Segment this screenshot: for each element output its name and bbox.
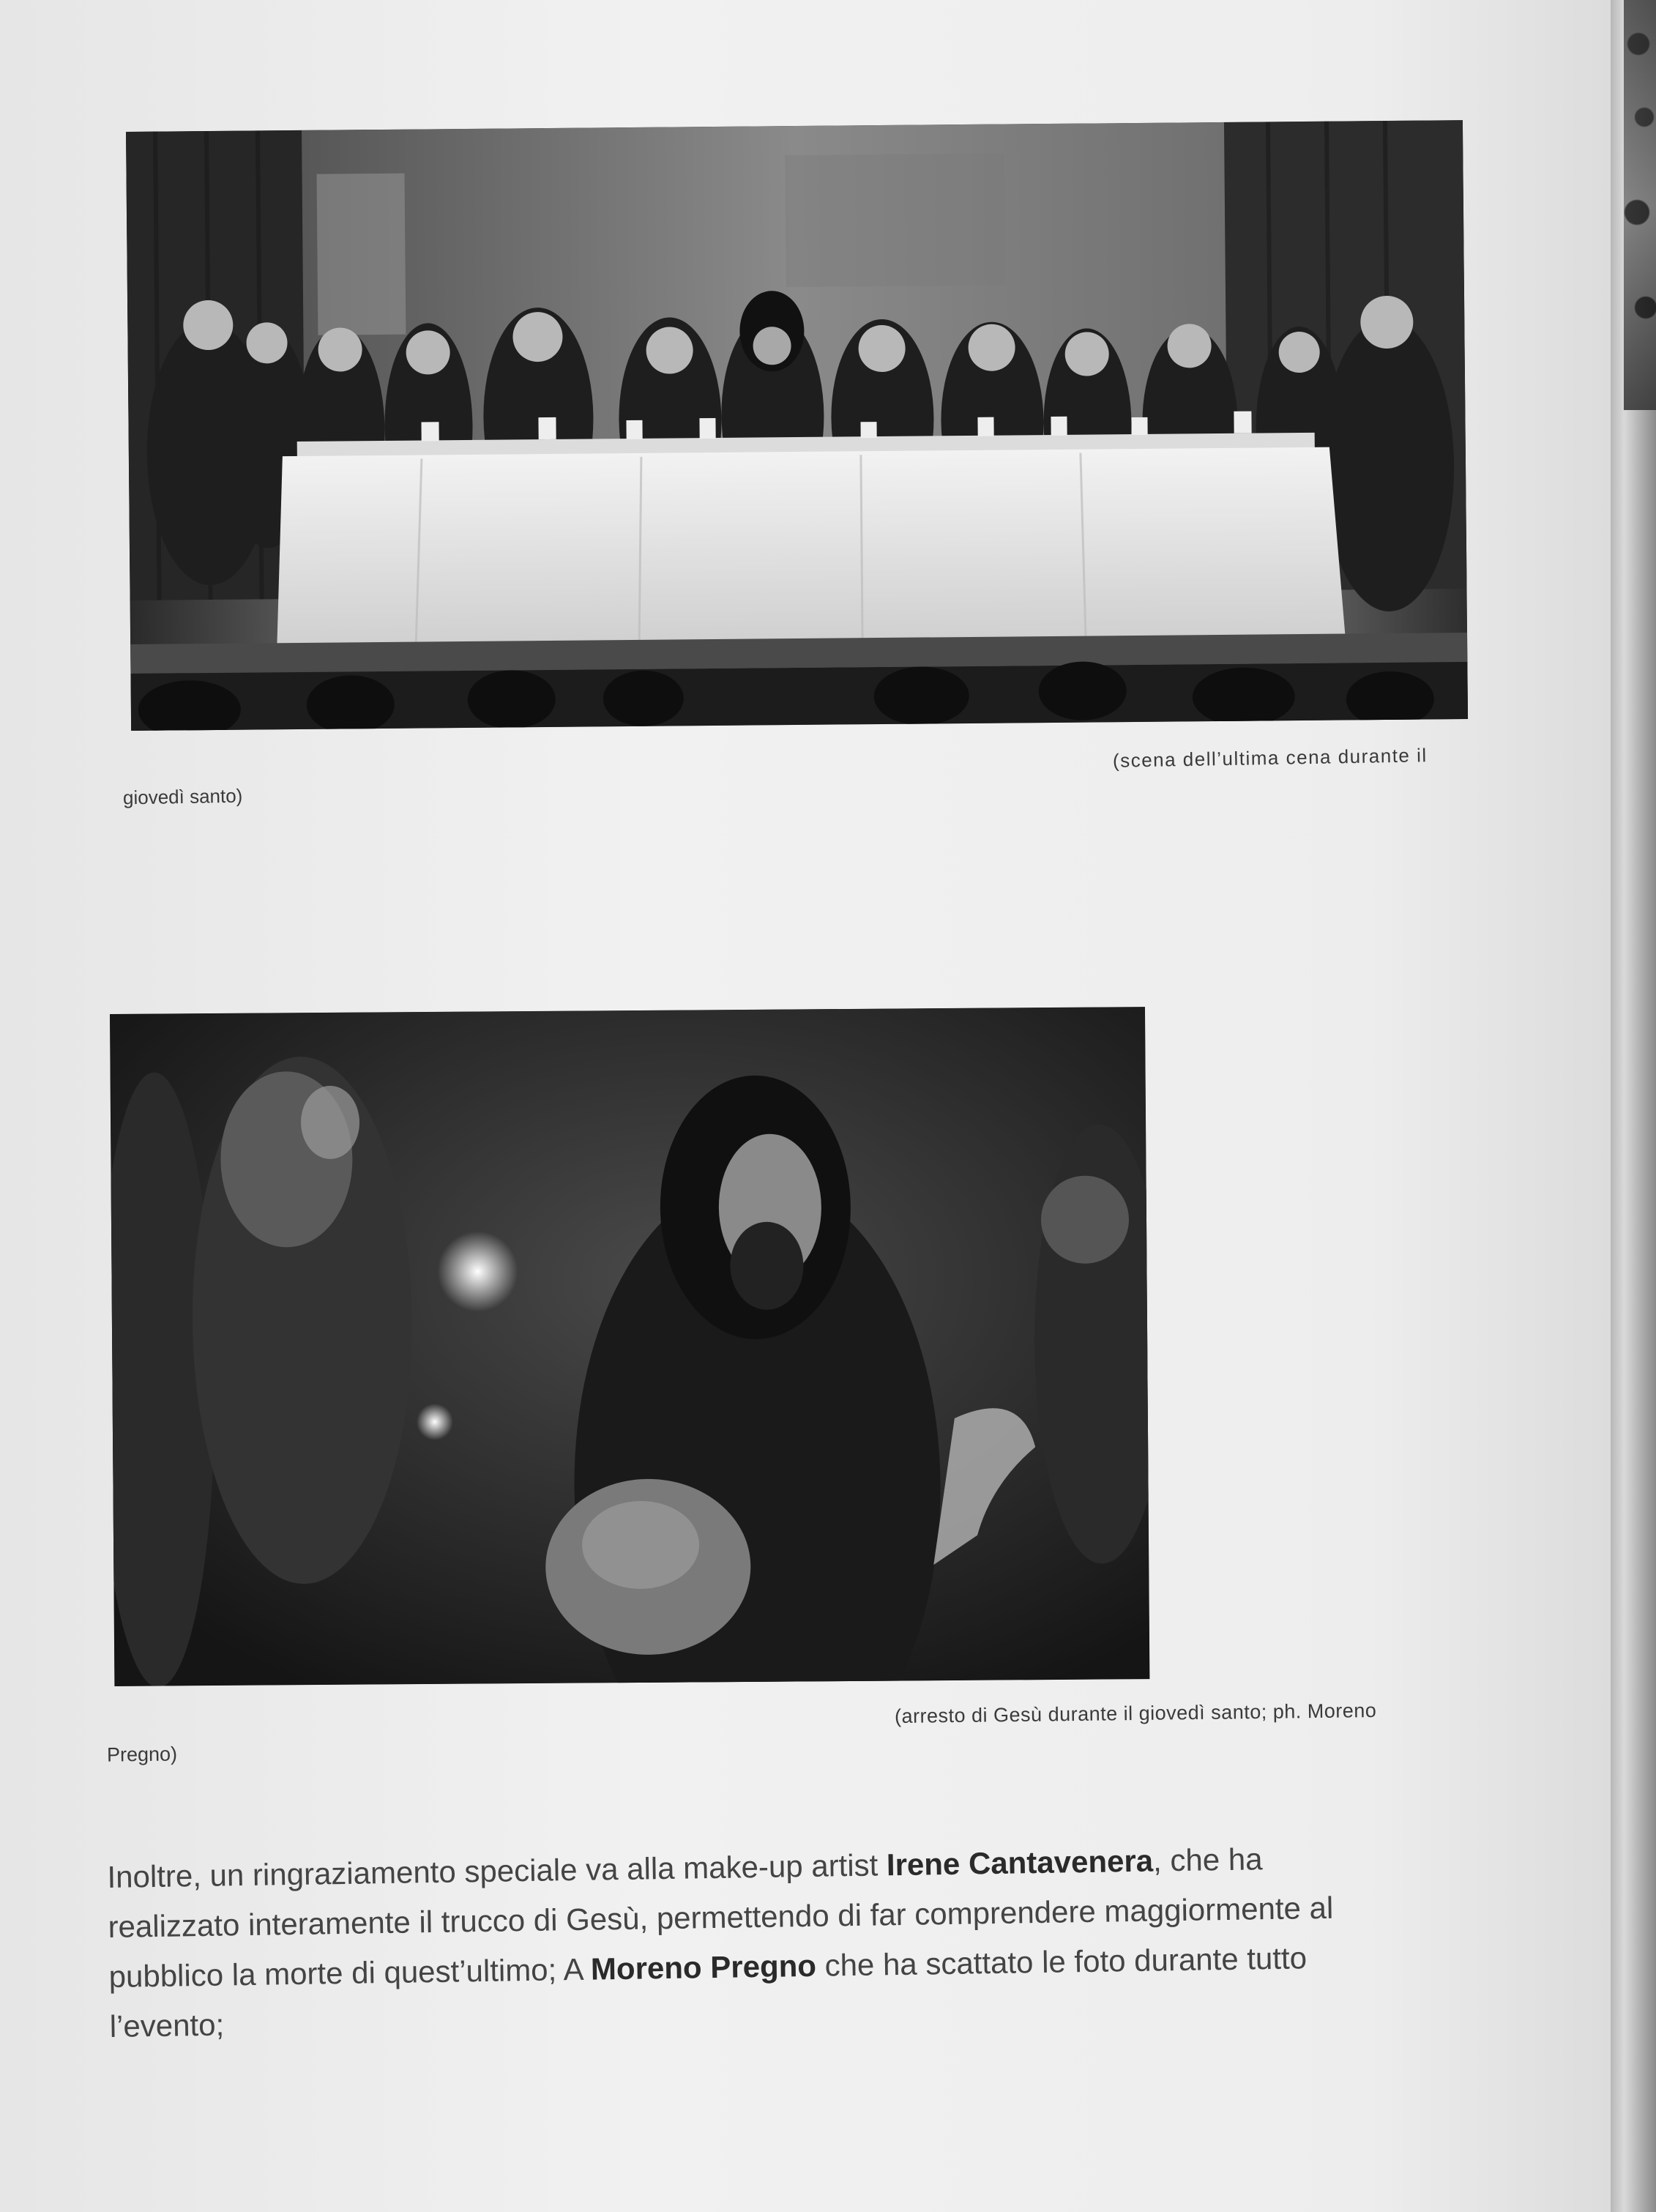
name-irene-cantavenera: Irene Cantavenera (886, 1843, 1154, 1883)
photo-last-supper-image (126, 120, 1468, 731)
decorative-pattern (1624, 0, 1656, 410)
text-segment: che ha scattato le foto durante tutto (816, 1940, 1308, 1983)
acknowledgement-paragraph (107, 1830, 1567, 2052)
photo-arrest-image (110, 1007, 1149, 1686)
photo-arrest (110, 1007, 1149, 1686)
caption-arrest-line2: Pregno) (106, 1743, 178, 1766)
caption-arrest-line1: (arresto di Gesù durante il giovedì santo; ph. Moreno (894, 1699, 1377, 1728)
photo-last-supper (126, 120, 1468, 731)
paragraph-line-2: realizzato interamente il trucco di Gesù, permettendo di far comprendere maggiormente al (108, 1890, 1334, 1944)
name-moreno-pregno: Moreno Pregno (590, 1948, 817, 1986)
paragraph-line-4: l’evento; (109, 2007, 225, 2044)
adjacent-page-edge (1611, 0, 1656, 2212)
text-segment: pubblico la morte di quest’ultimo; A (108, 1951, 592, 1994)
text-segment: , che ha (1152, 1842, 1263, 1878)
text-segment: Inoltre, un ringraziamento speciale va alla make-up artist (107, 1847, 887, 1894)
caption-supper-line2: giovedì santo) (122, 784, 243, 809)
caption-supper-line1: (scena dell’ultima cena durante il (1112, 744, 1428, 772)
